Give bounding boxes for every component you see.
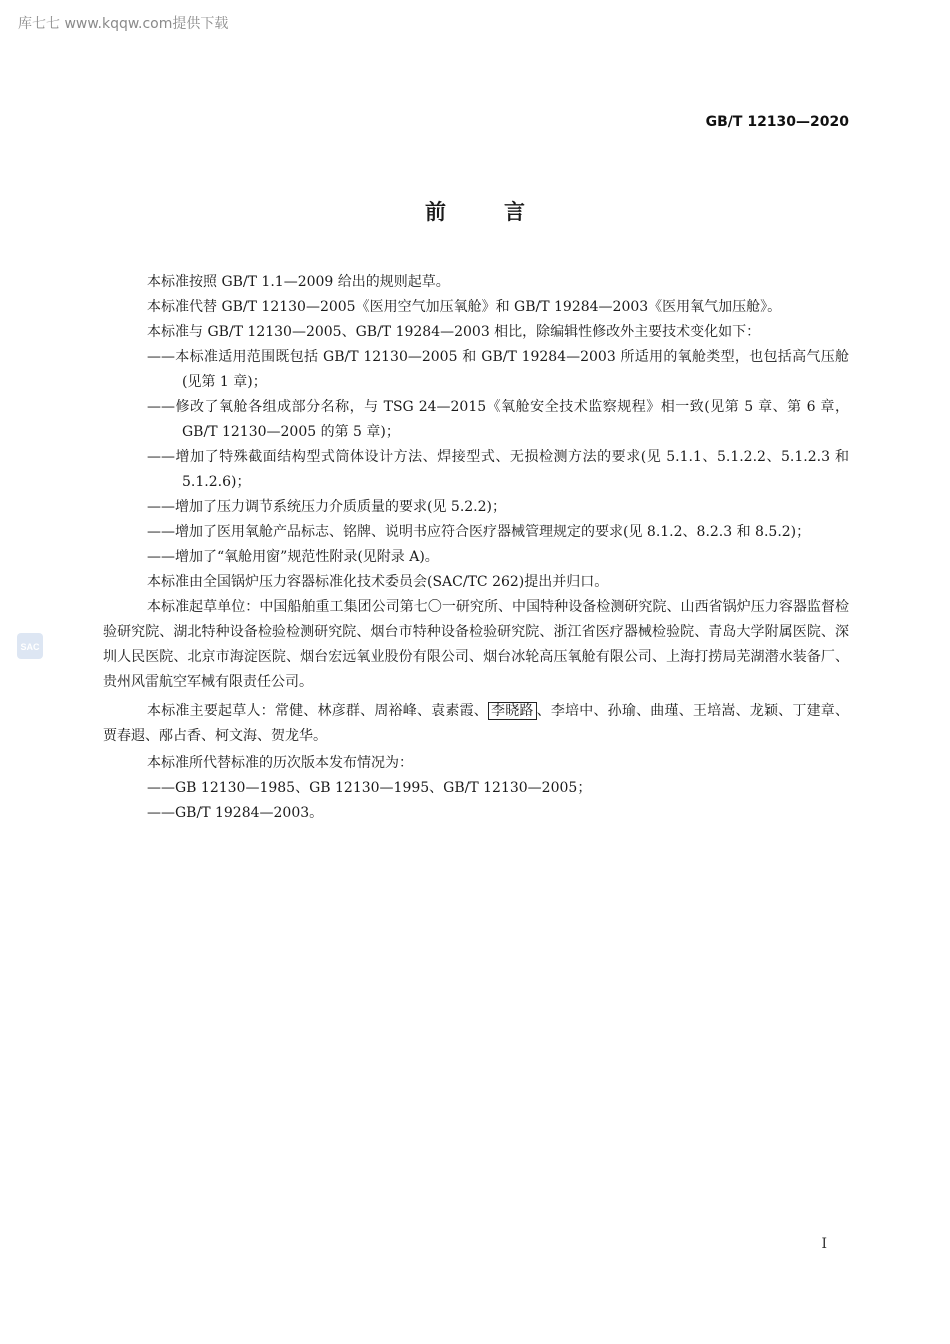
change-item-labeling: ——增加了医用氧舱产品标志、铭牌、说明书应符合医疗器械管理规定的要求(见 8.1.2、8.2.3 和 8.5.2)； bbox=[147, 524, 811, 540]
paragraph-drafters bbox=[103, 699, 849, 749]
paragraph-history-intro: 本标准所代替标准的历次版本发布情况为： bbox=[147, 755, 413, 771]
paragraph-drafting-rules: 本标准按照 GB/T 1.1—2009 给出的规则起草。 bbox=[147, 274, 450, 290]
foreword-body bbox=[103, 270, 849, 826]
page-number: I bbox=[821, 1236, 827, 1252]
watermark-text: 库七七 www.kqqw.com提供下载 bbox=[18, 16, 229, 32]
standard-code: GB/T 12130—2020 bbox=[705, 114, 849, 130]
drafter-boxed-name: 李晓路 bbox=[488, 702, 537, 720]
history-item-19284: ——GB/T 19284—2003。 bbox=[147, 805, 324, 821]
drafters-after: 、李培中、孙瑜、曲瑾、王培嵩、龙颖、丁建章、贾春遐、邴占香、柯文海、贺龙华。 bbox=[103, 703, 849, 744]
paragraph-replaces: 本标准代替 GB/T 12130—2005《医用空气加压氧舱》和 GB/T 19284—2003《医用氧气加压舱》。 bbox=[147, 299, 782, 315]
page-title: 前言 bbox=[425, 200, 583, 224]
paragraph-drafting-units: 本标准起草单位：中国船舶重工集团公司第七〇一研究所、中国特种设备检测研究院、山西省锅炉压力容器监督检验研究院、湖北特种设备检验检测研究院、烟台市特种设备检验研究院、浙江省医疗器械检验院、青岛大学附属医院、深圳人民医院、北京市海淀医院、烟台宏远氧业股份有限公司、烟台冰轮高压氧舱有限公司、上海打捞局芜湖潜水装备厂、贵州风雷航空军械有限责任公司。 bbox=[103, 599, 849, 690]
sac-logo-icon bbox=[17, 633, 43, 659]
paragraph-proposed-by: 本标准由全国锅炉压力容器标准化技术委员会(SAC/TC 262)提出并归口。 bbox=[147, 574, 609, 590]
change-item-pressure: ——增加了压力调节系统压力介质质量的要求(见 5.2.2)； bbox=[147, 499, 506, 515]
paragraph-changes-intro: 本标准与 GB/T 12130—2005、GB/T 19284—2003 相比，除编辑性修改外主要技术变化如下： bbox=[147, 324, 761, 340]
change-item-scope: ——本标准适用范围既包括 GB/T 12130—2005 和 GB/T 19284—2003 所适用的氧舱类型，也包括高气压舱(见第 1 章)； bbox=[147, 349, 849, 390]
sac-logo-text: SAC bbox=[20, 642, 40, 652]
change-item-names: ——修改了氧舱各组成部分名称，与 TSG 24—2015《氧舱安全技术监察规程》相一致(见第 5 章、第 6 章，GB/T 12130—2005 的第 5 章)； bbox=[147, 399, 849, 440]
change-item-design: ——增加了特殊截面结构型式筒体设计方法、焊接型式、无损检测方法的要求(见 5.1.1、5.1.2.2、5.1.2.3 和 5.1.2.6)； bbox=[147, 449, 849, 490]
change-item-windows: ——增加了“氧舱用窗”规范性附录(见附录 A)。 bbox=[147, 549, 439, 565]
drafters-before: 本标准主要起草人：常健、林彦群、周裕峰、袁素霞、 bbox=[147, 703, 488, 719]
history-item-12130: ——GB 12130—1985、GB 12130—1995、GB/T 12130—2005； bbox=[147, 780, 592, 796]
